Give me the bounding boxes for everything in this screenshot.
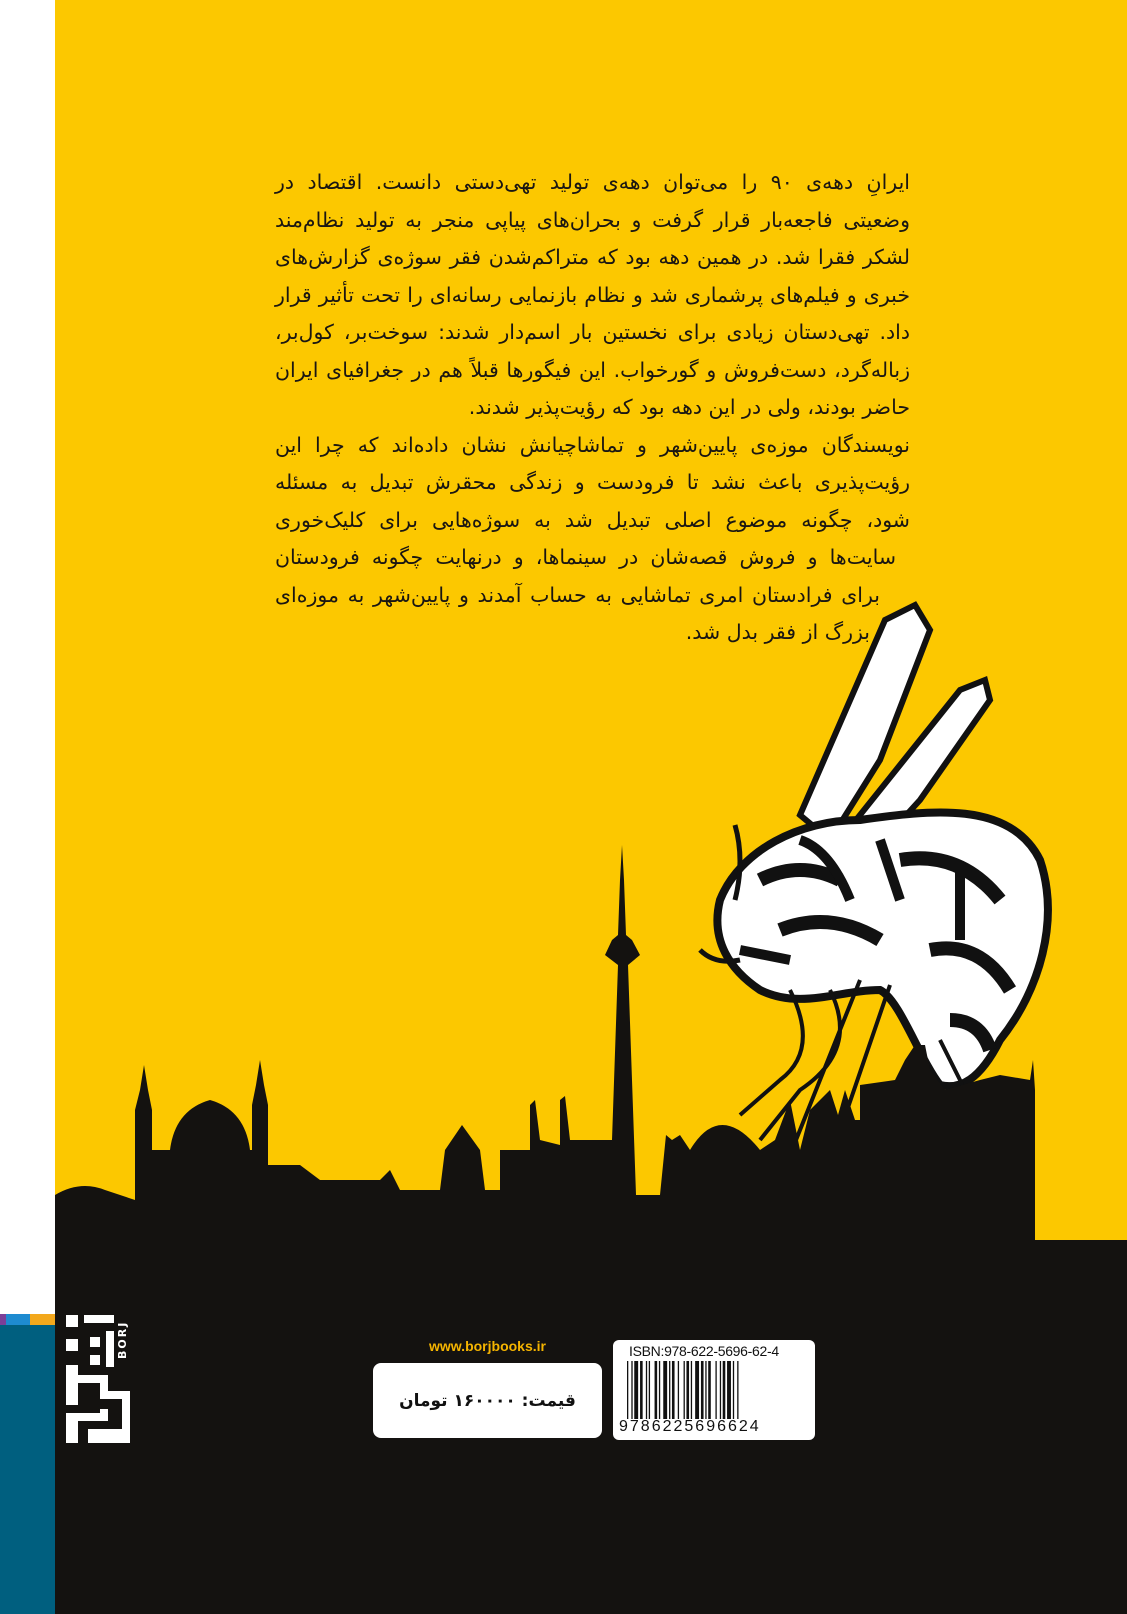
barcode-bar — [733, 1361, 734, 1419]
barcode-bar — [655, 1361, 658, 1419]
color-bar-blue — [6, 1314, 30, 1325]
description-line: رؤیت‌پذیری باعث نشد تا فرودست و زندگی محقرش تبدیل به مسئله — [275, 470, 910, 494]
spine-edge-teal — [0, 1325, 55, 1614]
description-line: لشکر فقرا شد. در همین دهه بود که متراکم‌شدن فقر سوژه‌ی گزارش‌های — [275, 245, 910, 269]
barcode — [627, 1361, 805, 1419]
description-line: شود، چگونه موضوع اصلی تبدیل شد به سوژه‌هایی برای کلیک‌خوری — [275, 507, 910, 532]
publisher-website[interactable]: www.borjbooks.ir — [429, 1338, 546, 1354]
barcode-bar — [737, 1361, 738, 1419]
spine-edge-white — [0, 0, 55, 1314]
barcode-bar — [678, 1361, 679, 1419]
description-line: وضعیتی فاجعه‌بار قرار گرفت و بحران‌های پیاپی منجر به تولید نظام‌مند — [275, 207, 910, 232]
barcode-bar — [634, 1361, 638, 1419]
description-line: ایرانِ دهه‌ی ۹۰ را می‌توان دهه‌ی تولید تهی‌دستی دانست. اقتصاد در — [275, 170, 910, 194]
barcode-bar — [691, 1361, 692, 1419]
logo-text: BORJ — [116, 1320, 129, 1359]
barcode-bar — [663, 1361, 667, 1419]
description-line: نویسندگان موزه‌ی پایین‌شهر و تماشاچیانش نشان داده‌اند که چرا این — [275, 432, 910, 457]
description-line: بزرگ از فقر بدل شد. — [685, 620, 870, 644]
barcode-bar — [723, 1361, 726, 1419]
barcode-bar — [686, 1361, 689, 1419]
barcode-bar — [659, 1361, 660, 1419]
isbn-barcode-box — [613, 1340, 815, 1440]
barcode-bar — [695, 1361, 699, 1419]
barcode-bar — [701, 1361, 704, 1419]
description-line: داد. تهی‌دستان زیادی برای نخستین بار اسم‌دار شدند: سوخت‌بر، کول‌بر، — [275, 320, 910, 344]
barcode-bar — [646, 1361, 647, 1419]
book-description — [275, 164, 910, 652]
description-line: حاضر بودند، ولی در این دهه بود که رؤیت‌پذیر شدند. — [468, 395, 910, 419]
barcode-bar — [727, 1361, 731, 1419]
barcode-bar — [631, 1361, 632, 1419]
borj-publisher-logo — [66, 1315, 130, 1443]
barcode-bar — [669, 1361, 670, 1419]
description-line: زباله‌گرد، دست‌فروش و گورخواب. این فیگورها قبلاً هم در جغرافیای ایران — [275, 357, 910, 382]
barcode-bar — [720, 1361, 721, 1419]
isbn-label: ISBN:978-622-5696-62-4 — [629, 1343, 779, 1359]
description-line: خبری و فیلم‌های پرشماری شد و نظام بازنمایی رسانه‌ای را تحت تأثیر قرار — [275, 282, 910, 307]
barcode-bar — [640, 1361, 643, 1419]
barcode-bar — [627, 1361, 628, 1419]
barcode-bar — [715, 1361, 716, 1419]
price-label: قیمت: ۱۶۰۰۰۰ تومان — [373, 1363, 602, 1438]
barcode-digits: 9786225696624 — [619, 1418, 761, 1435]
barcode-bar — [672, 1361, 675, 1419]
description-line: برای فرادستان امری تماشایی به حساب آمدند و پایین‌شهر به موزه‌ای — [275, 582, 880, 607]
barcode-bar — [705, 1361, 706, 1419]
barcode-bar — [649, 1361, 650, 1419]
barcode-bar — [684, 1361, 685, 1419]
color-bar-orange — [30, 1314, 55, 1325]
barcode-bar — [708, 1361, 711, 1419]
description-line: سایت‌ها و فروش قصه‌شان در سینماها، و درنهایت چگونه فرودستان — [275, 545, 896, 569]
